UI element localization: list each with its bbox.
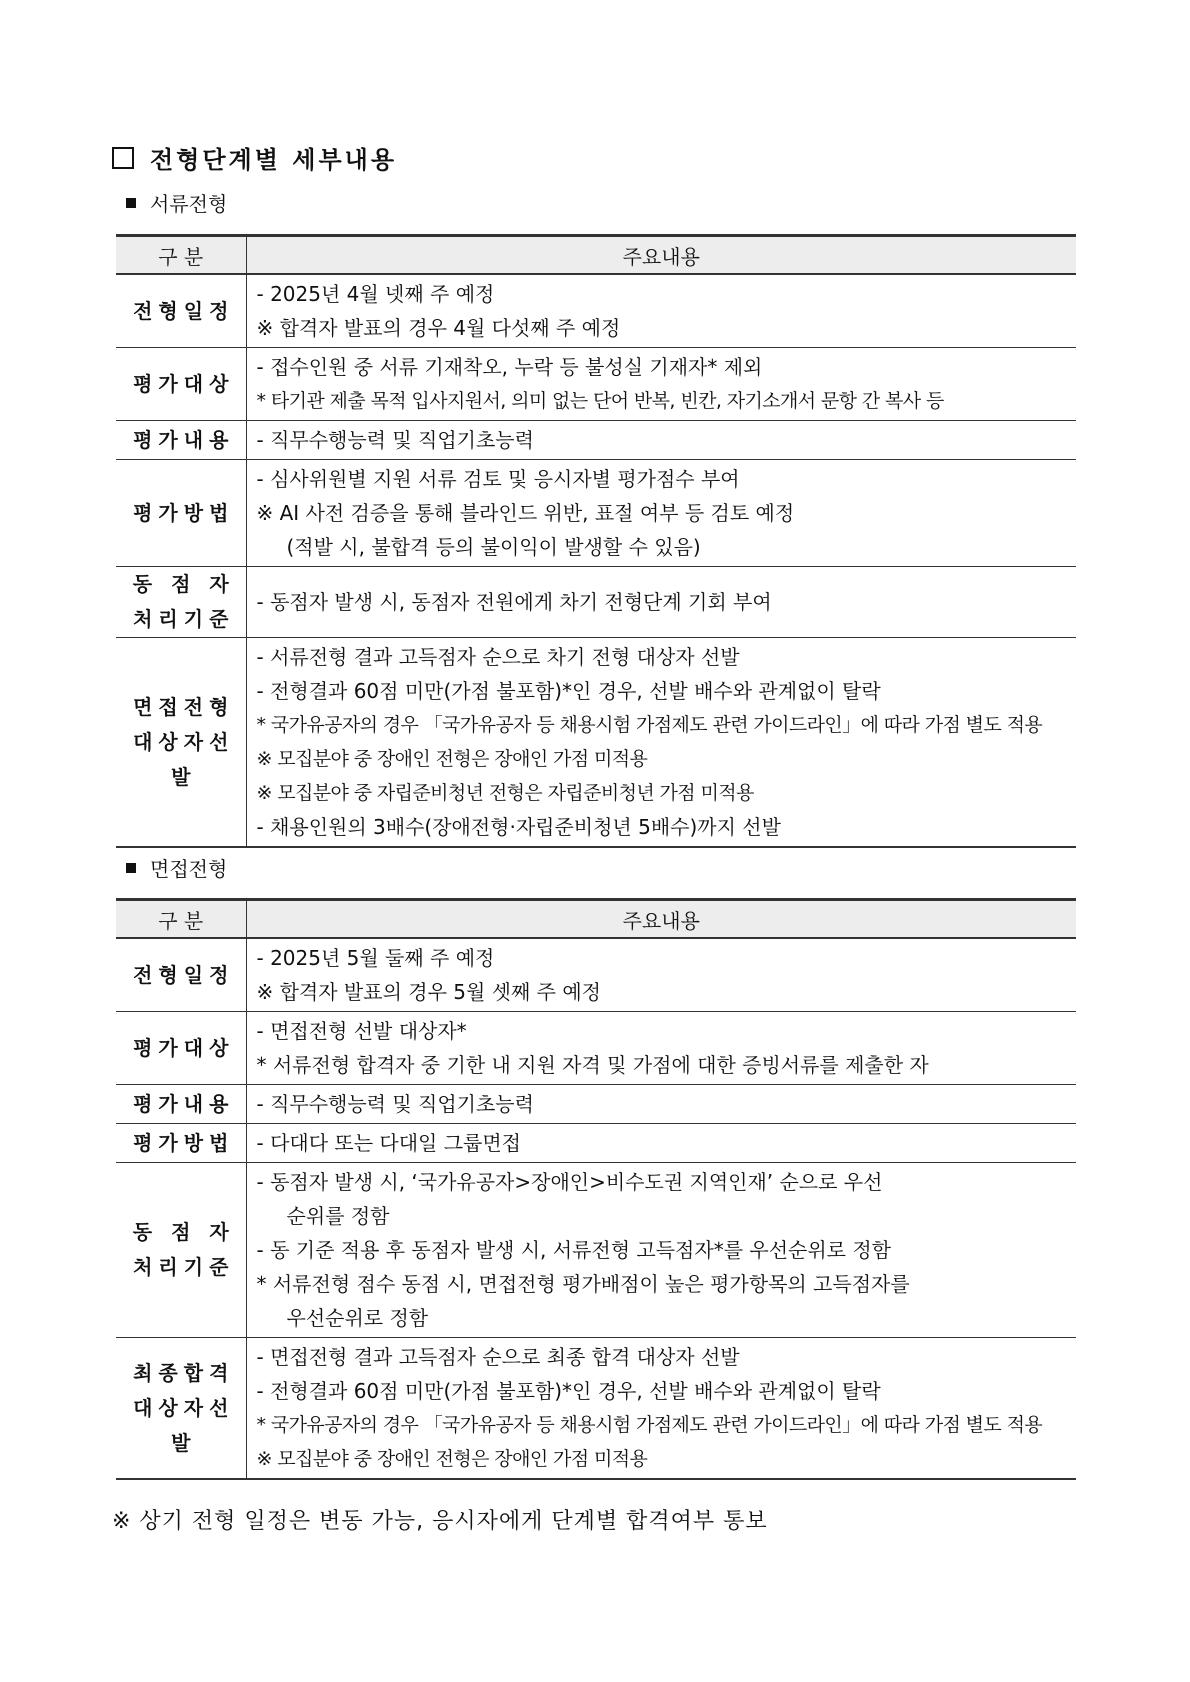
document-screening-table [116,234,1076,848]
row-content: - 직무수행능력 및 직업기초능력 [246,421,1076,460]
header-category: 구 분 [116,900,246,939]
row-content: - 다대다 또는 다대일 그룹면접 [246,1124,1076,1163]
table-row [116,460,1076,567]
row-label: 전형일정 [116,274,246,348]
table-row [116,938,1076,1012]
table-row [116,1124,1076,1163]
table-header-row [116,236,1076,275]
section-heading-document-screening: 서류전형 [126,188,227,217]
table-row [116,638,1076,848]
row-label: 면접전형 대상자선발 [116,638,246,848]
table-row [116,274,1076,348]
row-content: - 심사위원별 지원 서류 검토 및 응시자별 평가점수 부여 ※ AI 사전 검증을 통해 블라인드 위반, 표절 여부 등 검토 예정 (적발 시, 불합격 등의 불이익이 발생할 수 있음) [246,460,1076,567]
table-row [116,1012,1076,1085]
table-header-row [116,900,1076,939]
row-content: - 동점자 발생 시, ‘국가유공자>장애인>비수도권 지역인재’ 순으로 우선 순위를 정함 - 동 기준 적용 후 동점자 발생 시, 서류전형 고득점자*를 우선순위로 정함 * 서류전형 점수 동점 시, 면접전형 평가배점이 높은 평가항목의 고득점자를 우선순위로 정함 [246,1163,1076,1338]
row-label: 전형일정 [116,938,246,1012]
row-content: - 면접전형 선발 대상자* * 서류전형 합격자 중 기한 내 지원 자격 및 가점에 대한 증빙서류를 제출한 자 [246,1012,1076,1085]
row-label: 평가내용 [116,421,246,460]
page-title-text: 전형단계별 세부내용 [150,145,398,174]
table-row [116,1085,1076,1124]
header-content: 주요내용 [246,900,1076,939]
row-label: 평가방법 [116,1124,246,1163]
row-label: 평가내용 [116,1085,246,1124]
section-heading-interview: 면접전형 [126,853,227,882]
page-title [112,140,397,175]
bullet-square-icon [126,198,136,208]
row-label: 동 점 자 처리기준 [116,1163,246,1338]
table-row [116,1163,1076,1338]
bullet-square-icon [126,863,136,873]
header-content: 주요내용 [246,236,1076,275]
table-row [116,348,1076,421]
row-label: 최종합격 대상자선발 [116,1338,246,1480]
row-content: - 면접전형 결과 고득점자 순으로 최종 합격 대상자 선발 - 전형결과 60점 미만(가점 불포함)*인 경우, 선발 배수와 관계없이 탈락 * 국가유공자의 경우 「국가유공자 등 채용시험 가점제도 관련 가이드라인」에 따라 가점 별도 적용 ※ 모집분야 중 장애인 전형은 장애인 가점 미적용 [246,1338,1076,1480]
table-row [116,1338,1076,1480]
row-content: - 접수인원 중 서류 기재착오, 누락 등 불성실 기재자* 제외 * 타기관 제출 목적 입사지원서, 의미 없는 단어 반복, 빈칸, 자기소개서 문항 간 복사 등 [246,348,1076,421]
header-category: 구 분 [116,236,246,275]
row-content: - 동점자 발생 시, 동점자 전원에게 차기 전형단계 기회 부여 [246,567,1076,638]
row-label: 평가대상 [116,348,246,421]
checkbox-square-icon [112,147,134,169]
row-content: - 2025년 4월 넷째 주 예정 ※ 합격자 발표의 경우 4월 다섯째 주 예정 [246,274,1076,348]
row-content: - 직무수행능력 및 직업기초능력 [246,1085,1076,1124]
footnote: ※ 상기 전형 일정은 변동 가능, 응시자에게 단계별 합격여부 통보 [112,1509,768,1534]
table-row [116,567,1076,638]
row-label: 평가방법 [116,460,246,567]
row-content: - 서류전형 결과 고득점자 순으로 차기 전형 대상자 선발 - 전형결과 60점 미만(가점 불포함)*인 경우, 선발 배수와 관계없이 탈락 * 국가유공자의 경우 「국가유공자 등 채용시험 가점제도 관련 가이드라인」에 따라 가점 별도 적용 ※ 모집분야 중 장애인 전형은 장애인 가점 미적용 ※ 모집분야 중 자립준비청년 전형은 자립준비청년 가점 미적용 - 채용인원의 3배수(장애전형·자립준비청년 5배수)까지 선발 [246,638,1076,848]
table-row [116,421,1076,460]
interview-table [116,898,1076,1480]
row-content: - 2025년 5월 둘째 주 예정 ※ 합격자 발표의 경우 5월 셋째 주 예정 [246,938,1076,1012]
row-label: 동 점 자 처리기준 [116,567,246,638]
row-label: 평가대상 [116,1012,246,1085]
